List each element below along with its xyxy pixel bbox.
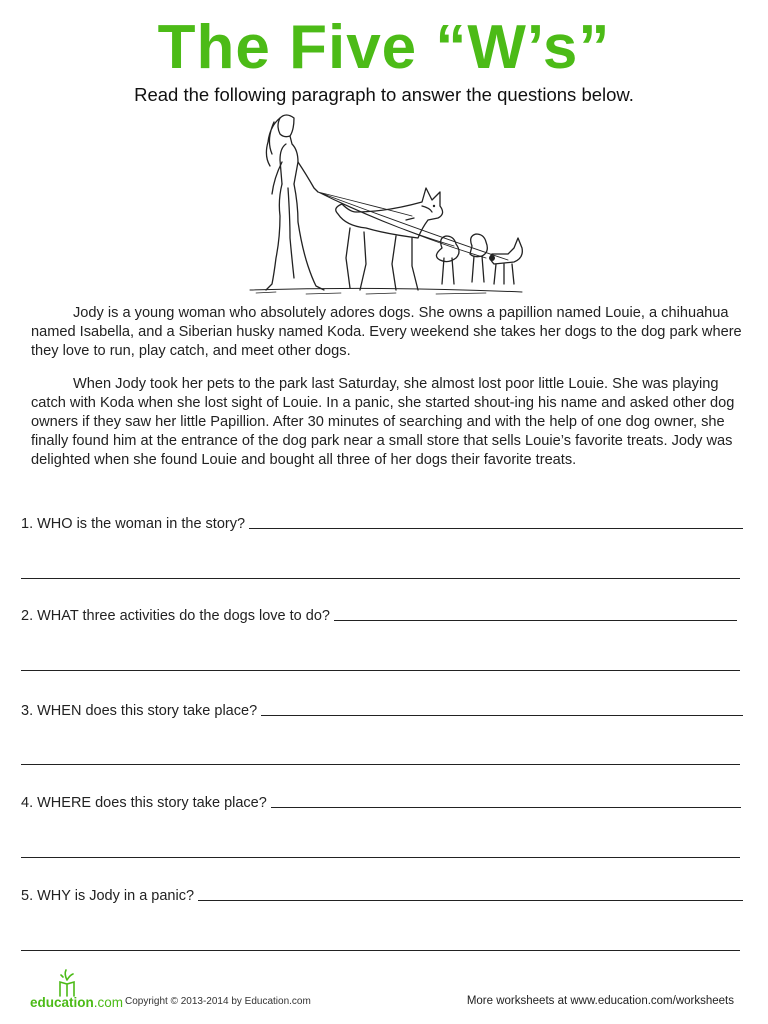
logo-name: education	[30, 995, 94, 1010]
question-text: 4. WHERE does this story take place?	[21, 795, 267, 811]
answer-line[interactable]	[21, 857, 740, 858]
more-worksheets-link[interactable]: More worksheets at www.education.com/worksheets	[466, 995, 734, 1007]
logo-suffix: .com	[93, 995, 124, 1010]
answer-line[interactable]	[21, 764, 740, 765]
story-paragraph: Jody is a young woman who absolutely adores dogs. She owns a papillion named Louie, a chihuahua named Isabella, and a Siberian husky named Koda. Every weekend she takes her dogs to the dog park where they love to run, play catch, and meet other dogs.	[31, 305, 742, 359]
answer-blank[interactable]	[261, 714, 743, 716]
answer-blank[interactable]	[271, 806, 741, 808]
answer-line[interactable]	[21, 578, 740, 579]
page-title: The Five “W’s”	[157, 13, 611, 82]
question-what	[21, 608, 743, 624]
copyright-text: Copyright © 2013-2014 by Education.com	[125, 996, 311, 1007]
question-who	[21, 516, 743, 532]
answer-blank[interactable]	[198, 899, 743, 901]
answer-line[interactable]	[21, 670, 740, 671]
question-text: 3. WHEN does this story take place?	[21, 703, 258, 719]
question-text: 2. WHAT three activities do the dogs love to do?	[21, 608, 330, 624]
question-where	[21, 795, 743, 811]
logo-wordmark	[30, 995, 123, 1010]
education-logo[interactable]	[30, 968, 124, 1012]
answer-blank[interactable]	[334, 619, 737, 621]
question-when	[21, 703, 743, 719]
story-paragraph: When Jody took her pets to the park last Saturday, she almost lost poor little Louie. She was playing catch with Koda when she lost sight of Louie. In a panic, she started shout-ing his name and asked other dog owners if they saw her little Papillion. After 30 minutes of searching and with the help of one dog owner, she finally found him at the entrance of the dog park near a small store that sells Louie’s favorite treats. Jody was delighted when she found Louie and bought all three of her dogs their favorite treats.	[31, 376, 735, 468]
instructions: Read the following paragraph to answer the questions below.	[134, 84, 634, 105]
answer-line[interactable]	[21, 950, 740, 951]
question-text: 5. WHY is Jody in a panic?	[21, 888, 195, 904]
question-why	[21, 888, 743, 904]
answer-blank[interactable]	[249, 527, 743, 529]
woman-walking-dogs-illustration	[246, 108, 526, 296]
question-text: 1. WHO is the woman in the story?	[21, 516, 246, 532]
book-sprout-icon	[56, 968, 78, 998]
story-text	[31, 304, 743, 484]
